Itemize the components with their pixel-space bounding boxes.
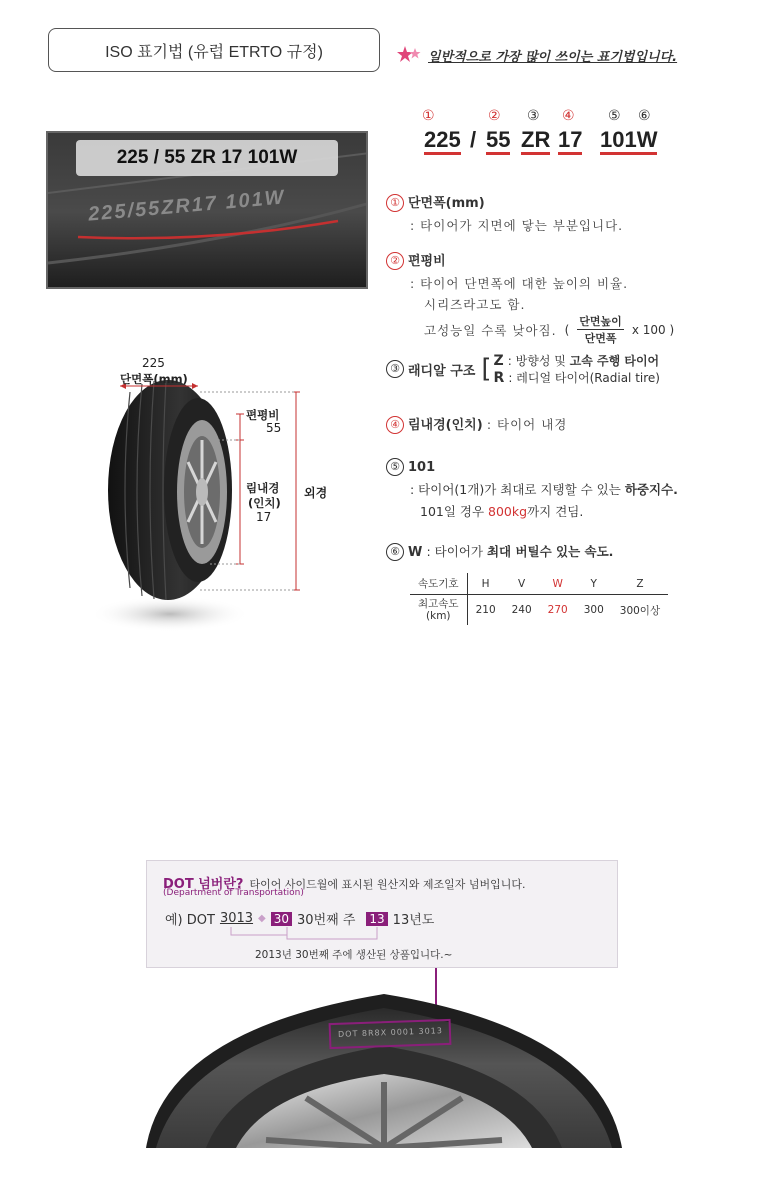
item-aspect-num: ② [386, 252, 404, 270]
speed-value-z: 300이상 [619, 604, 661, 617]
diagram-aspect-value: 55 [266, 421, 282, 435]
speed-value-v: 240 [511, 604, 532, 616]
item-load [386, 458, 678, 520]
diagram-rim-label-1: 림내경 [246, 481, 280, 495]
diagram-width-value: 225 [142, 356, 165, 370]
item-speed-desc-b: 최대 버틸수 있는 속도. [486, 544, 614, 559]
item-aspect-formula [577, 313, 624, 346]
structure-bracket: [ [481, 354, 492, 384]
speed-table-values [410, 595, 668, 626]
dot-title: DOT 넘버란? [163, 877, 244, 892]
dot-subtitle: (Department of Transportation) [163, 888, 304, 898]
item-load-title: 101 [408, 460, 436, 475]
item-speed-desc-a: : 타이어가 [426, 544, 487, 559]
speed-symbol-h: H [481, 577, 490, 590]
speed-row-label-1: 최고속도 [418, 598, 459, 610]
speed-symbol-v: V [518, 577, 526, 590]
code-num-1: ① [422, 108, 435, 124]
item-width-title: 단면폭(mm) [408, 196, 485, 211]
item-width-desc: : 타이어가 지면에 닿는 부분입니다. [410, 218, 624, 233]
item-aspect-desc-3: 고성능일 수록 낮아짐. [424, 322, 557, 338]
item-rim [386, 414, 567, 434]
code-seg-aspect: 55 [486, 128, 510, 155]
dot-week-text: 30번째 주 [297, 913, 356, 928]
arrow-icon: ◆ [258, 913, 266, 924]
structure-r: R [493, 370, 505, 386]
item-aspect-title: 편평비 [408, 254, 446, 269]
speed-row-label [410, 595, 467, 626]
speed-value-y: 300 [583, 604, 604, 616]
item-structure-num: ③ [386, 360, 404, 378]
dot-week-box: 30 [271, 912, 292, 926]
formula-multiplier: x 100 ) [631, 322, 675, 337]
speed-symbol-w: W [552, 577, 563, 590]
dot-connector [227, 927, 387, 941]
speed-table-header [410, 573, 668, 595]
code-num-4: ④ [562, 108, 575, 124]
item-rim-title: 림내경(인치) [408, 418, 483, 433]
dot-summary: 2013년 30번째 주에 생산된 상품입니다.~ [255, 949, 453, 961]
code-num-2: ② [488, 108, 501, 124]
speed-symbol-y: Y [590, 577, 597, 590]
formula-denominator: 단면폭 [584, 332, 617, 345]
dot-example-prefix: 예) DOT [165, 913, 215, 928]
iso-title: ISO 표기법 (유럽 ETRTO 규정) [105, 43, 323, 61]
speed-symbol-z: Z [636, 577, 644, 590]
sidewall-photo-label: 225 / 55 ZR 17 101W [76, 140, 338, 176]
speed-row-label-2: (km) [426, 610, 451, 622]
diagram-rim-value: 17 [256, 510, 272, 524]
item-load-desc-1a: : 타이어(1개)가 최대로 지탱할 수 있는 [410, 482, 625, 497]
tire-dot-code: DOT 8R8X 0001 3013 [337, 1026, 444, 1039]
code-num-6: ⑥ [638, 108, 651, 124]
structure-z: Z [493, 353, 504, 369]
code-slash: / [470, 127, 477, 152]
code-num-5: ⑤ [608, 108, 621, 124]
item-width [386, 192, 623, 234]
item-aspect [386, 250, 674, 346]
iso-note-text: 일반적으로 가장 많이 쓰이는 표기법입니다. [428, 49, 678, 65]
dot-year-text: 13년도 [392, 913, 435, 928]
structure-r-desc: : 레디얼 타이어(Radial tire) [508, 371, 660, 385]
code-seg-load-speed: 101W [600, 128, 657, 155]
star-burst-icon [396, 45, 422, 65]
diagram-rim-label-2: (인치) [248, 496, 281, 510]
item-structure [386, 352, 660, 386]
item-load-desc-2a: 101일 경우 [420, 504, 489, 519]
dot-title-desc: 타이어 사이드월에 표시된 원산지와 제조일자 넘버입니다. [249, 878, 526, 891]
item-speed [386, 542, 613, 561]
diagram-outer-label: 외경 [304, 486, 328, 500]
dot-example-code: 3013 [219, 911, 254, 926]
item-load-desc-1b: 하중지수. [624, 482, 678, 497]
code-seg-rim: 17 [558, 128, 582, 155]
structure-z-desc-b: 고속 주행 타이어 [569, 354, 660, 368]
item-width-num: ① [386, 194, 404, 212]
item-rim-num: ④ [386, 416, 404, 434]
item-load-num: ⑤ [386, 458, 404, 476]
item-structure-title: 래디알 구조 [408, 363, 476, 379]
dot-panel [146, 860, 618, 968]
iso-title-box [48, 28, 380, 72]
item-load-desc-2c: 까지 견딤. [527, 504, 584, 519]
sidewall-embossed-text: 225/55ZR17 101W [87, 186, 287, 226]
dot-example [165, 909, 434, 928]
diagram-aspect-label: 편평비 [246, 408, 280, 422]
dot-year-box: 13 [366, 912, 387, 926]
item-aspect-desc-2: 시리즈라고도 함. [424, 297, 526, 312]
item-load-desc-2b: 800kg [488, 504, 528, 519]
code-seg-width: 225 [424, 128, 461, 155]
formula-numerator: 단면높이 [579, 315, 622, 328]
dot-tire-photo [146, 990, 622, 1148]
item-rim-desc: : 타이어 내경 [486, 417, 568, 432]
item-aspect-desc-1: : 타이어 단면폭에 대한 높이의 비율. [410, 276, 629, 291]
structure-z-desc-a: : 방향성 및 [507, 354, 570, 368]
speed-value-w: 270 [547, 604, 568, 616]
diagram-width-label: 단면폭(mm) [120, 372, 188, 386]
iso-note [396, 45, 677, 65]
item-speed-num: ⑥ [386, 543, 404, 561]
speed-value-h: 210 [475, 604, 496, 616]
code-num-3: ③ [527, 108, 540, 124]
speed-table [410, 573, 668, 625]
speed-header-label: 속도기호 [410, 573, 467, 595]
code-seg-structure: ZR [521, 128, 550, 155]
tire-diagram [90, 352, 340, 642]
item-speed-title: W [408, 545, 423, 560]
item-aspect-frac-open: ( [564, 322, 570, 337]
